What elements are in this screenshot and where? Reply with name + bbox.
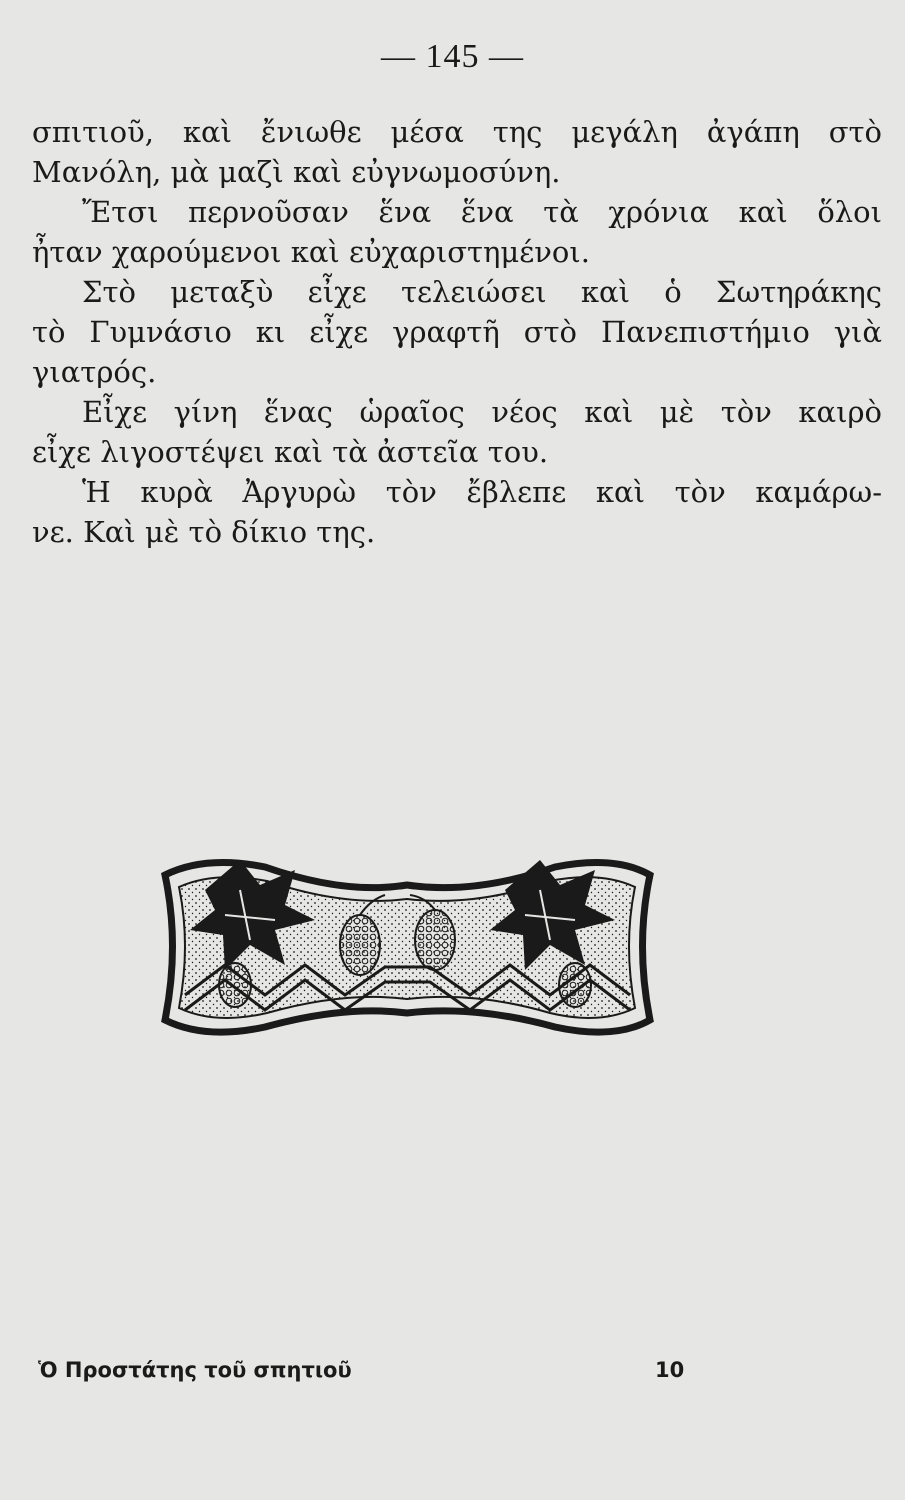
text-line: ἦταν χαρούμενοι καὶ εὐχαριστημένοι. bbox=[32, 235, 590, 269]
text-line: Μανόλη, μὰ μαζὶ καὶ εὐγνωμοσύνη. bbox=[32, 155, 561, 189]
text-line: νε. Καὶ μὲ τὸ δίκιο της. bbox=[32, 515, 376, 549]
text-line: τὸ Γυμνάσιο κι εἶχε γραφτῆ στὸ Πανεπιστήμιο γιὰ bbox=[32, 315, 882, 349]
page-number: — 145 — bbox=[381, 38, 524, 75]
text-line: εἶχε λιγοστέψει καὶ τὰ ἀστεῖα του. bbox=[32, 435, 549, 469]
text-line: Ἡ κυρὰ Ἀργυρὼ τὸν ἔβλεπε καὶ τὸν καμάρω- bbox=[82, 475, 882, 509]
text-line: Εἶχε γίνη ἕνας ὡραῖος νέος καὶ μὲ τὸν καιρὸ bbox=[82, 395, 882, 429]
text-line: σπιτιοῦ, καὶ ἔνιωθε μέσα της μεγάλη ἀγάπη στὸ bbox=[32, 115, 882, 149]
body-text bbox=[32, 112, 882, 552]
text-line: Ἔτσι περνοῦσαν ἕνα ἕνα τὰ χρόνια καὶ ὅλοι bbox=[82, 195, 882, 229]
vignette-ornament bbox=[145, 845, 670, 1050]
text-line: γιατρός. bbox=[32, 355, 157, 389]
text-line: Στὸ μεταξὺ εἶχε τελειώσει καὶ ὁ Σωτηράκης bbox=[82, 275, 882, 309]
footer-book-title: Ὁ Προστάτης τοῦ σπητιοῦ bbox=[38, 1358, 352, 1382]
footer-signature-mark: 10 bbox=[655, 1358, 685, 1382]
